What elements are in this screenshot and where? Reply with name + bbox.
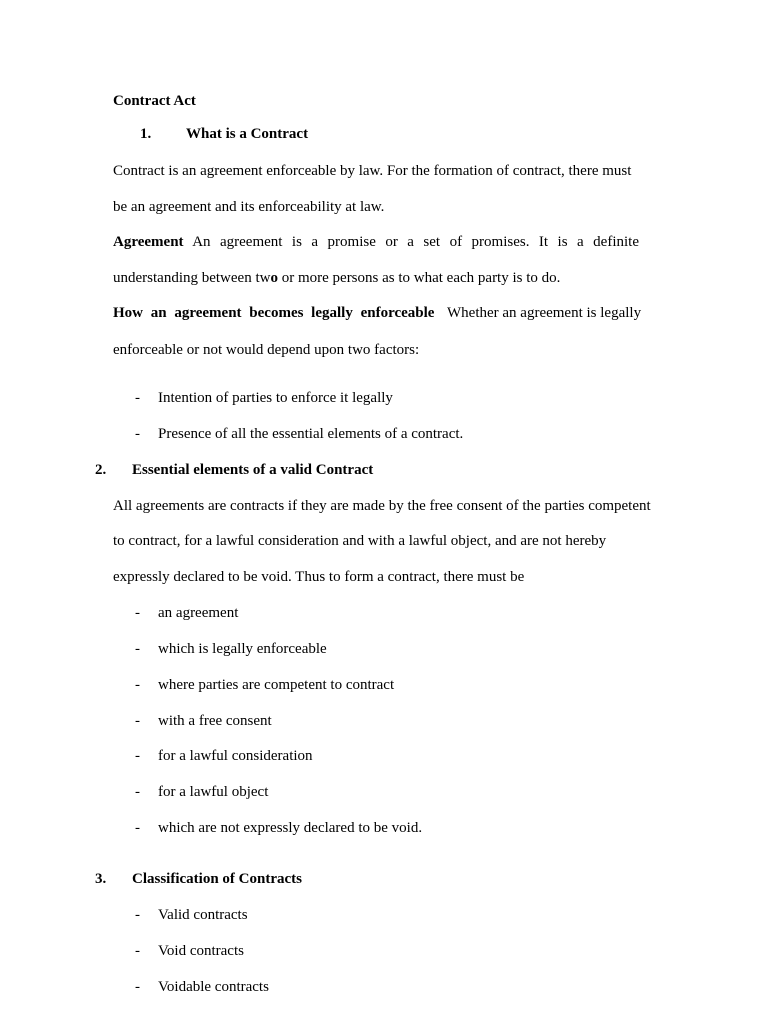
section-3-heading: Classification of Contracts xyxy=(132,871,302,887)
bullet-dash: - xyxy=(135,784,140,800)
list-item-text: where parties are competent to contract xyxy=(158,677,395,693)
list-item-text: Intention of parties to enforce it legally xyxy=(158,390,393,406)
bullet-dash: - xyxy=(135,748,140,764)
agreement-line2-part-a: understanding between tw xyxy=(113,270,271,286)
section-2-line2: to contract, for a lawful consideration and with a lawful object, and are not hereby xyxy=(113,533,607,549)
agreement-line2-part-b: or more persons as to what each party is to do. xyxy=(277,270,561,286)
para1-line2: be an agreement and its enforceability at law. xyxy=(113,199,385,215)
bullet-dash: - xyxy=(135,641,140,657)
agreement-term: Agreement xyxy=(113,234,184,250)
section-1-heading: What is a Contract xyxy=(186,126,309,142)
list-item-text: for a lawful consideration xyxy=(158,748,313,764)
bullet-dash: - xyxy=(135,605,140,621)
list-item-text: which is legally enforceable xyxy=(158,641,327,657)
list-item-text: with a free consent xyxy=(158,713,272,729)
list-item-text: Void contracts xyxy=(158,943,244,959)
section-2-line1: All agreements are contracts if they are made by the free consent of the parties competent xyxy=(113,498,651,514)
bullet-dash: - xyxy=(135,713,140,729)
section-1-number: 1. xyxy=(140,126,152,142)
section-2-line3: expressly declared to be void. Thus to form a contract, there must be xyxy=(113,569,525,585)
section-2-number: 2. xyxy=(95,462,107,478)
list-item-text: an agreement xyxy=(158,605,239,621)
bullet-dash: - xyxy=(135,677,140,693)
agreement-line2-bold-letter: o xyxy=(270,270,278,286)
list-item-text: for a lawful object xyxy=(158,784,269,800)
bullet-dash: - xyxy=(135,907,140,923)
bullet-dash: - xyxy=(135,979,140,995)
list-item-text: Valid contracts xyxy=(158,907,248,923)
document-title: Contract Act xyxy=(113,93,196,109)
list-item-text: Voidable contracts xyxy=(158,979,269,995)
enforce-line2: enforceable or not would depend upon two factors: xyxy=(113,342,420,358)
list-item-text: Presence of all the essential elements of a contract. xyxy=(158,426,464,442)
bullet-dash: - xyxy=(135,820,140,836)
list-item-text: which are not expressly declared to be void. xyxy=(158,820,423,836)
enforce-definition-text: Whether an agreement is legally xyxy=(447,305,642,321)
para1-line1: Contract is an agreement enforceable by law. For the formation of contract, there must xyxy=(113,163,632,179)
section-2-heading: Essential elements of a valid Contract xyxy=(132,462,374,478)
agreement-definition xyxy=(113,233,639,251)
bullet-dash: - xyxy=(135,943,140,959)
enforce-term: How an agreement becomes legally enforceable xyxy=(113,305,435,321)
enforce-definition xyxy=(113,304,641,322)
agreement-definition-text: An agreement is a promise or a set of promises. It is a definite xyxy=(192,234,639,250)
bullet-dash: - xyxy=(135,390,140,406)
section-3-number: 3. xyxy=(95,871,107,887)
bullet-dash: - xyxy=(135,426,140,442)
agreement-line2 xyxy=(113,269,560,287)
